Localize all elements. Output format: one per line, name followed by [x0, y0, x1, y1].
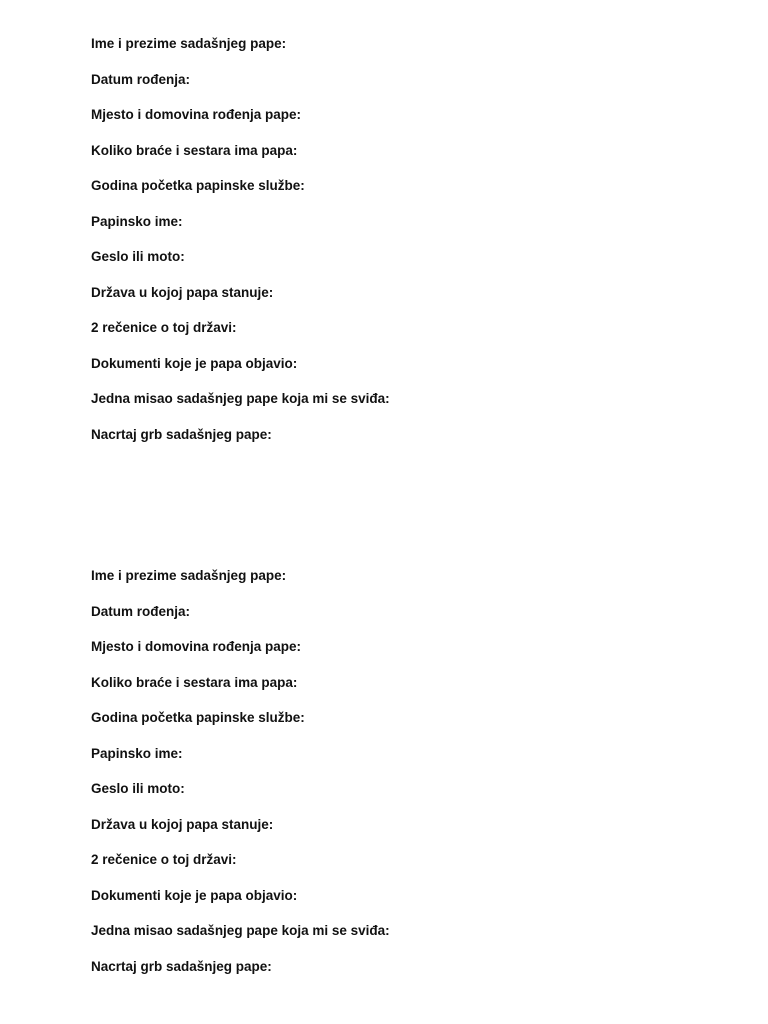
field-birth-date-label: Datum rođenja:	[91, 603, 191, 619]
field-birthplace-label: Mjesto i domovina rođenja pape:	[91, 639, 302, 654]
field-country-sentences-label: 2 rečenice o toj državi:	[91, 852, 237, 867]
field-siblings-label: Koliko braće i sestara ima papa:	[91, 142, 298, 158]
field-papal-name-label: Papinsko ime:	[91, 213, 183, 229]
field-pontificate-start-label: Godina početka papinske službe:	[91, 710, 305, 725]
field-favorite-thought-label: Jedna misao sadašnjeg pape koja mi se sviđa:	[91, 391, 390, 406]
field-pope-name-label: Ime i prezime sadašnjeg pape:	[91, 568, 287, 583]
field-coat-of-arms-label: Nacrtaj grb sadašnjeg pape:	[91, 958, 272, 974]
worksheet-bottom	[91, 566, 390, 992]
field-documents-label: Dokumenti koje je papa objavio:	[91, 355, 298, 371]
field-papal-name-label: Papinsko ime:	[91, 745, 183, 761]
field-coat-of-arms-label: Nacrtaj grb sadašnjeg pape:	[91, 426, 272, 442]
field-motto-label: Geslo ili moto:	[91, 781, 185, 796]
worksheet-top	[91, 34, 390, 460]
field-pope-name-label: Ime i prezime sadašnjeg pape:	[91, 36, 287, 51]
field-residence-country-label: Država u kojoj papa stanuje:	[91, 816, 274, 832]
field-residence-country-label: Država u kojoj papa stanuje:	[91, 284, 274, 300]
field-birth-date-label: Datum rođenja:	[91, 71, 191, 87]
field-motto-label: Geslo ili moto:	[91, 249, 185, 264]
field-pontificate-start-label: Godina početka papinske službe:	[91, 178, 305, 193]
field-favorite-thought-label: Jedna misao sadašnjeg pape koja mi se sviđa:	[91, 923, 390, 938]
field-country-sentences-label: 2 rečenice o toj državi:	[91, 320, 237, 335]
field-birthplace-label: Mjesto i domovina rođenja pape:	[91, 107, 302, 122]
field-siblings-label: Koliko braće i sestara ima papa:	[91, 674, 298, 690]
field-documents-label: Dokumenti koje je papa objavio:	[91, 887, 298, 903]
